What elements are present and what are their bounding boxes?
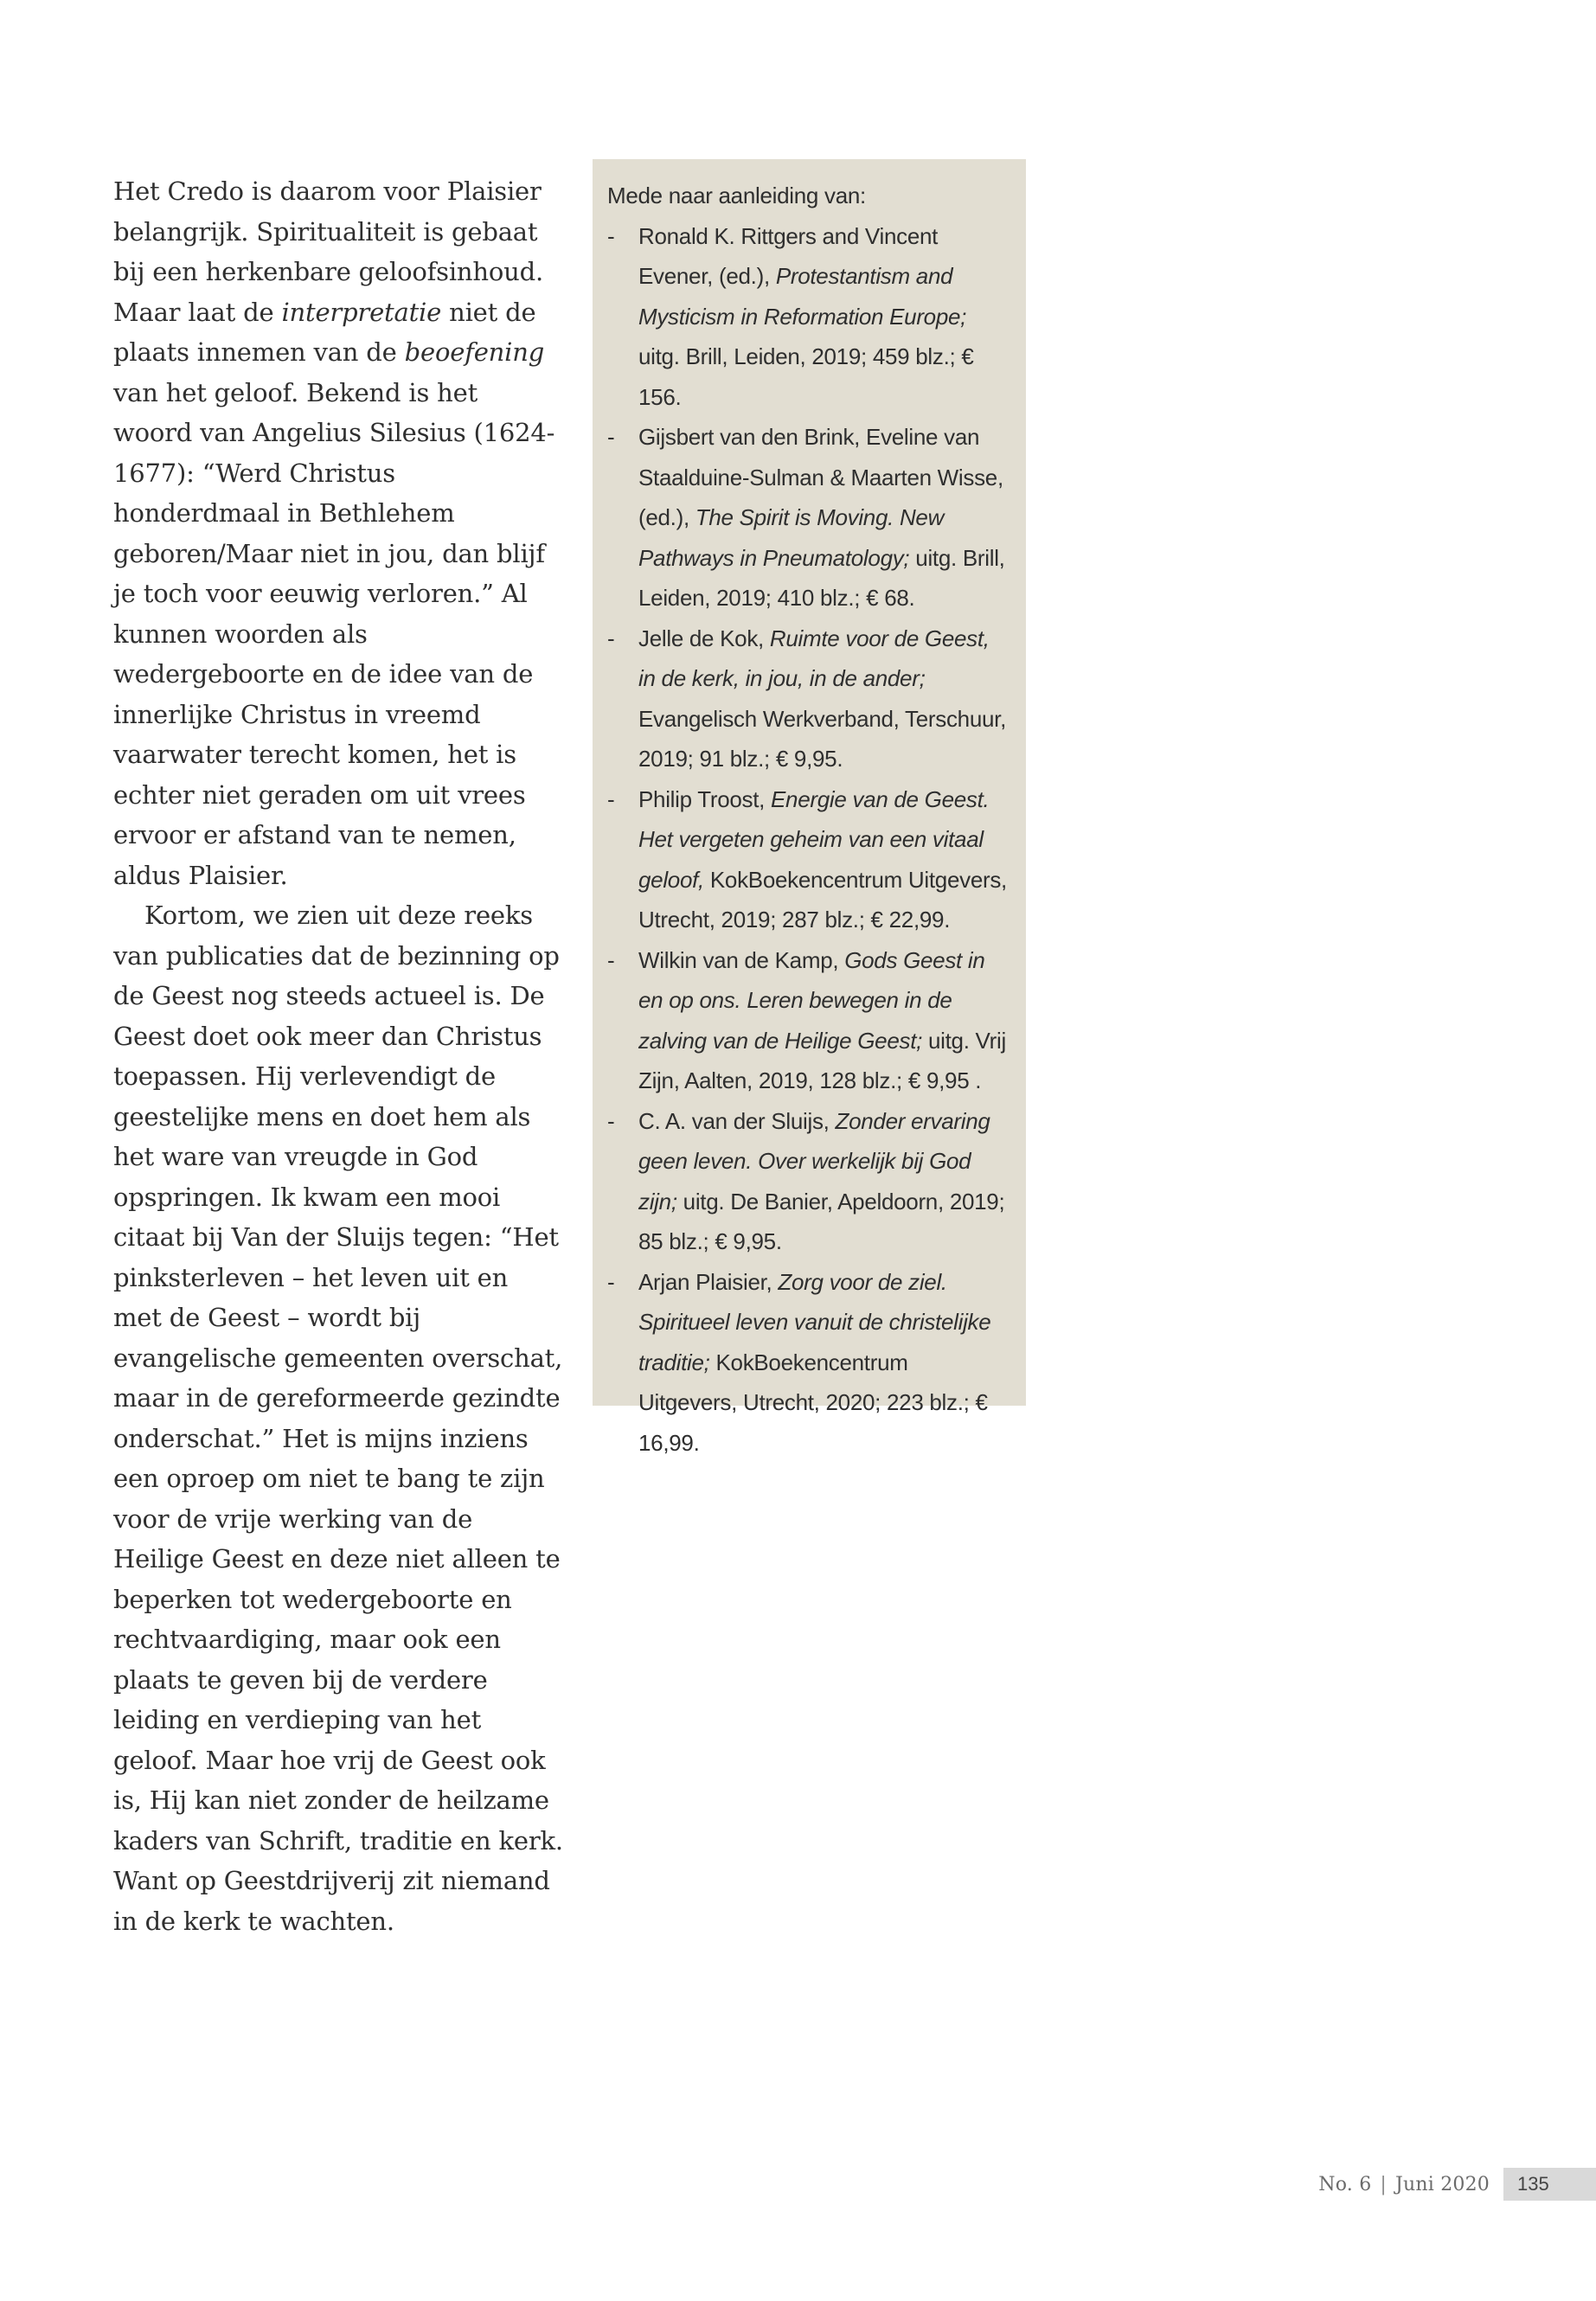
body-paragraph-1 <box>113 171 563 895</box>
book-list-item <box>607 1101 1012 1262</box>
book-publication: uitg. Brill, Leiden, 2019; 459 blz.; € 156. <box>638 343 974 410</box>
issue-info <box>1318 2174 1490 2195</box>
list-dash: - <box>607 946 615 973</box>
book-list-item <box>607 779 1012 940</box>
book-list-item <box>607 619 1012 779</box>
book-authors: Arjan Plaisier, <box>638 1268 779 1295</box>
book-authors: Gijsbert van den Brink, Eveline van Staalduine-Sulman & Maarten Wisse, (ed.), <box>638 424 1003 530</box>
page-footer <box>1318 2168 1596 2201</box>
book-authors: Philip Troost, <box>638 785 772 812</box>
footer-separator: | <box>1380 2173 1388 2195</box>
book-title: Energie van de Geest. Het vergeten geheim van een vitaal geloof, <box>638 785 990 893</box>
book-list-item <box>607 1262 1012 1464</box>
p1-text-1: Het Credo is daarom voor Plaisier belangrijk. Spiritualiteit is gebaat bij een herkenbare geloofsinhoud. Maar laat de <box>113 176 543 327</box>
body-text-column <box>113 171 563 1941</box>
list-dash: - <box>607 424 615 450</box>
book-list-item <box>607 940 1012 1101</box>
book-title: Ruimte voor de Geest, in de kerk, in jou, in de ander; <box>638 625 990 691</box>
book-list <box>607 216 1012 1464</box>
book-title: The Spirit is Moving. New Pathways in Pneumatology; <box>638 504 945 571</box>
book-title: Gods Geest in en op ons. Leren bewegen in de zalving van de Heilige Geest; <box>638 946 985 1054</box>
list-dash: - <box>607 1107 615 1134</box>
book-title: Zonder ervaring geen leven. Over werkelijk bij God zijn; <box>638 1107 990 1215</box>
list-dash: - <box>607 785 615 812</box>
book-list-item <box>607 417 1012 619</box>
sidebar-heading: Mede naar aanleiding van: <box>607 183 866 208</box>
issue-date: Juni 2020 <box>1395 2173 1490 2195</box>
book-title: Zorg voor de ziel. Spiritueel leven vanuit de christelijke traditie; <box>638 1268 991 1375</box>
book-publication: uitg. De Banier, Apeldoorn, 2019; 85 blz.; € 9,95. <box>638 1188 1005 1254</box>
book-list-sidebar <box>593 159 1026 1456</box>
body-paragraph-2: Kortom, we zien uit deze reeks van publicaties dat de bezinning op de Geest nog steeds actueel is. De Geest doet ook meer dan Christus toepassen. Hij verlevendigt de geestelijke mens en doet hem als het ware van vreugde in God opspringen. Ik kwam een mooi citaat bij Van der Sluijs tegen: “Het pinksterleven – het leven uit en met de Geest – wordt bij evangelische gemeenten overschat, maar in de gereformeerde gezindte onderschat.” Het is mijns inziens een oproep om niet te bang te zijn voor de vrije werking van de Heilige Geest en deze niet alleen te beperken tot wedergeboorte en rechtvaardiging, maar ook een plaats te geven bij de verdere leiding en verdieping van het geloof. Maar hoe vrij de Geest ook is, Hij kan niet zonder de heilzame kaders van Schrift, traditie en kerk. Want op Geestdrijverij zit niemand in de kerk te wachten. <box>113 901 563 1936</box>
book-publication: uitg. Brill, Leiden, 2019; 410 blz.; € 68. <box>638 544 1005 611</box>
list-dash: - <box>607 222 615 249</box>
book-publication: Evangelisch Werkverband, Terschuur, 2019; 91 blz.; € 9,95. <box>638 705 1006 772</box>
p1-emphasis-1: interpretatie <box>281 297 442 327</box>
p1-emphasis-2: beoefening <box>404 337 545 367</box>
book-publication: KokBoekencentrum Uitgevers, Utrecht, 2020; 223 blz.; € 16,99. <box>638 1349 988 1456</box>
book-publication: KokBoekencentrum Uitgevers, Utrecht, 2019; 287 blz.; € 22,99. <box>638 866 1007 933</box>
list-dash: - <box>607 625 615 651</box>
issue-number: No. 6 <box>1318 2173 1372 2195</box>
book-list-item <box>607 216 1012 418</box>
book-title: Protestantism and Mysticism in Reformation Europe; <box>638 263 967 330</box>
book-authors: Jelle de Kok, <box>638 625 770 651</box>
book-authors: Wilkin van de Kamp, <box>638 946 845 973</box>
book-authors: C. A. van der Sluijs, <box>638 1107 836 1134</box>
p1-text-3: van het geloof. Bekend is het woord van Angelius Silesius (1624-1677): “Werd Christus honderdmaal in Bethlehem geboren/Maar niet in jou, dan blijf je toch voor eeuwig verloren.” Al kunnen woorden als wedergeboorte en de idee van de innerlijke Christus in vreemd vaarwater terecht komen, het is echter niet geraden om uit vrees ervoor er afstand van te nemen, aldus Plaisier. <box>113 377 555 890</box>
book-publication: uitg. Vrij Zijn, Aalten, 2019, 128 blz.; € 9,95 . <box>638 1027 1006 1093</box>
book-authors: Ronald K. Rittgers and Vincent Evener, (ed.), <box>638 222 939 289</box>
p1-text-2: niet de plaats innemen van de <box>113 297 536 367</box>
list-dash: - <box>607 1268 615 1295</box>
page-number: 135 <box>1503 2168 1596 2201</box>
